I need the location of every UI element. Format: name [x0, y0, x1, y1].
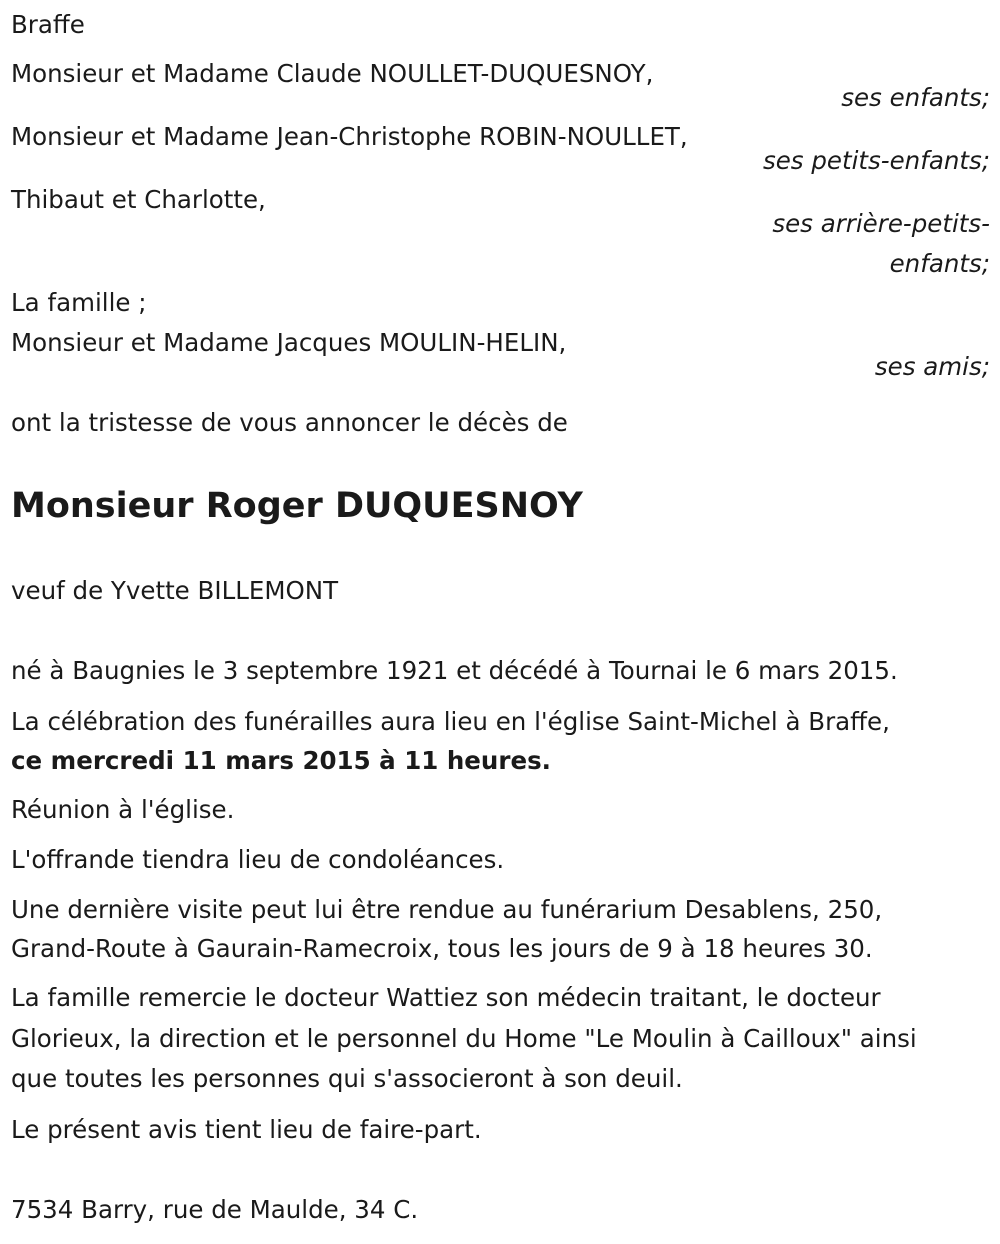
- relation-great-grandchildren-line2: enfants;: [889, 249, 990, 278]
- thanks-line3: que toutes les personnes qui s'associeront à son deuil.: [11, 1064, 683, 1093]
- funeral-offering: L'offrande tiendra lieu de condoléances.: [11, 845, 505, 874]
- birth-death: né à Baugnies le 3 septembre 1921 et décédé à Tournai le 6 mars 2015.: [11, 656, 898, 685]
- family-name-great-grandchildren: Thibaut et Charlotte,: [11, 185, 266, 214]
- address: 7534 Barry, rue de Maulde, 34 C.: [11, 1195, 419, 1224]
- visit-line1: Une dernière visite peut lui être rendue au funérarium Desablens, 250,: [11, 895, 883, 924]
- relation-great-grandchildren-line1: ses arrière-petits-: [772, 209, 990, 238]
- funeral-date-time: ce mercredi 11 mars 2015 à 11 heures.: [11, 746, 551, 775]
- announcement-text: ont la tristesse de vous annoncer le décès de: [11, 408, 568, 437]
- funeral-line1: La célébration des funérailles aura lieu en l'église Saint-Michel à Braffe,: [11, 707, 890, 736]
- friends-name: Monsieur et Madame Jacques MOULIN-HELIN,: [11, 328, 567, 357]
- relation-friends: ses amis;: [874, 352, 990, 381]
- family-name-children: Monsieur et Madame Claude NOULLET-DUQUESNOY,: [11, 59, 654, 88]
- deceased-name: Monsieur Roger DUQUESNOY: [11, 486, 583, 526]
- funeral-meeting: Réunion à l'église.: [11, 795, 235, 824]
- widower-of: veuf de Yvette BILLEMONT: [11, 576, 339, 605]
- family-name-grandchildren: Monsieur et Madame Jean-Christophe ROBIN-NOULLET,: [11, 122, 688, 151]
- relation-children: ses enfants;: [841, 83, 990, 112]
- relation-grandchildren: ses petits-enfants;: [762, 146, 990, 175]
- locality: Braffe: [11, 10, 85, 39]
- thanks-line1: La famille remercie le docteur Wattiez son médecin traitant, le docteur: [11, 983, 881, 1012]
- visit-line2: Grand-Route à Gaurain-Ramecroix, tous les jours de 9 à 18 heures 30.: [11, 934, 873, 963]
- notice-text: Le présent avis tient lieu de faire-part.: [11, 1115, 482, 1144]
- thanks-line2: Glorieux, la direction et le personnel du Home "Le Moulin à Cailloux" ainsi: [11, 1024, 917, 1053]
- family-line: La famille ;: [11, 288, 147, 317]
